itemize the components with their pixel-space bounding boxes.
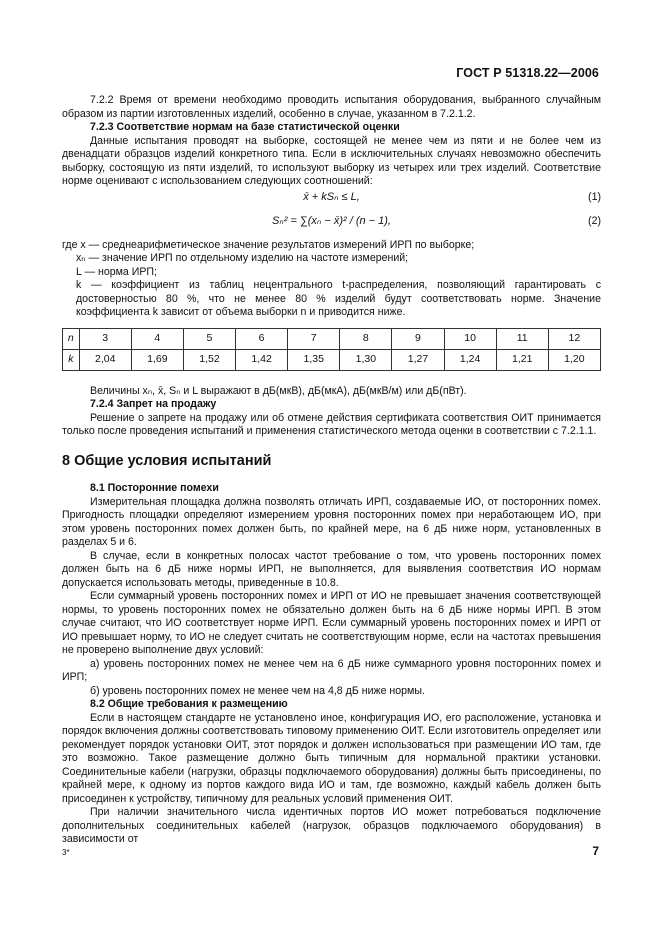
equation-2-number: (2) [588, 214, 601, 227]
table-cell: 12 [548, 328, 600, 349]
equation-2-formula: Sₙ² = ∑(xₙ − x̄)² / (n − 1), [271, 214, 391, 227]
table-cell: 2,04 [79, 349, 131, 370]
equation-1 [62, 191, 601, 213]
table-cell: 3 [79, 328, 131, 349]
sheet-mark: 3* [62, 848, 70, 857]
heading-8-1: 8.1 Посторонние помехи [90, 482, 219, 494]
definition-xn: xₙ — значение ИРП по отдельному изделию на частоте измерений; [76, 252, 409, 264]
section-heading-8: 8 Общие условия испытаний [62, 452, 272, 469]
equation-1-formula: x̄ + kSₙ ≤ L, [303, 190, 360, 203]
paragraph-7-2-2: 7.2.2 Время от времени необходимо проводить испытания оборудования, выбранного случайным образом из партии изготовленных изделий, особенно в случае, указанном в 7.2.1.2. [62, 94, 601, 120]
table-cell: 1,69 [131, 349, 183, 370]
table-cell: 1,27 [392, 349, 444, 370]
paragraph-8-1-d: а) уровень посторонних помех не менее чем на 6 дБ ниже суммарного уровня посторонних помех и ИРП; [62, 657, 601, 683]
table-cell: 1,21 [496, 349, 548, 370]
table-row-k [63, 349, 601, 370]
table-cell: 11 [496, 328, 548, 349]
equation-1-number: (1) [588, 190, 601, 203]
definition-x-mean: где x — среднеарифметическое значение результатов измерений ИРП по выборке; [62, 238, 475, 251]
page-body [62, 94, 601, 847]
definitions-list [62, 239, 601, 320]
table-cell-label: n [63, 328, 80, 349]
paragraph-8-1-c: Если суммарный уровень посторонних помех и ИРП от ИО не превышает значения соответствующей нормы, то уровень посторонних помех не обязательно должен быть на 6 дБ ниже нормы ИРП. В этом случае считают, что ИО соответствует норме ИРП. Если суммарный уровень посторонних помех и ИРП от ИО превышает норму, то ИО не следует считать не соответствующим норме, если на частотах превышения не проверено выполнение двух условий: [62, 590, 601, 656]
table-cell: 1,52 [183, 349, 235, 370]
table-cell-label: k [63, 349, 80, 370]
table-cell: 6 [236, 328, 288, 349]
paragraph-7-2-4: Решение о запрете на продажу или об отмене действия сертификата соответствия ОИТ принимается только после проведения испытаний и применения статистического метода оценки в соответствии с 7.2.1.1. [62, 411, 601, 437]
table-cell: 5 [183, 328, 235, 349]
table-cell: 1,42 [236, 349, 288, 370]
heading-8-2: 8.2 Общие требования к размещению [90, 698, 288, 710]
paragraph-8-2-b: При наличии значительного числа идентичных портов ИО может потребоваться подключение дополнительных соединительных кабелей (нагрузок, образцов подключаемого оборудования) в зависимости от [62, 806, 601, 845]
definition-k: k — коэффициент из таблиц нецентрального t-распределения, позволяющий гарантировать с достоверностью 80 %, что не менее 80 % изделий будут соответствовать норме. Значение коэффициента k зависит от объема выборки n и приводится ниже. [76, 279, 601, 318]
coefficient-table [62, 328, 601, 371]
table-cell: 1,30 [340, 349, 392, 370]
definition-l: L — норма ИРП; [76, 265, 157, 278]
paragraph-8-1-a: Измерительная площадка должна позволять отличать ИРП, создаваемые ИО, от посторонних помех. Пригодность площадки определяют измерением уровня посторонних помех при неработающем ИО, при этом уровень посторонних помех должен быть, по крайней мере, на 6 дБ ниже норм, установленных в разделах 5 и 6. [62, 495, 601, 548]
equation-2 [62, 215, 601, 237]
table-cell: 4 [131, 328, 183, 349]
table-cell: 1,24 [444, 349, 496, 370]
heading-7-2-3: 7.2.3 Соответствие нормам на базе статистической оценки [90, 121, 400, 133]
document-code: ГОСТ Р 51318.22—2006 [456, 66, 599, 80]
page-number: 7 [592, 844, 599, 858]
paragraph-units: Величины xₙ, x̄, Sₙ и L выражают в дБ(мкВ), дБ(мкА), дБ(мкВ/м) или дБ(пВт). [90, 384, 467, 397]
paragraph-7-2-3: Данные испытания проводят на выборке, состоящей не менее чем из пяти и не более чем из двенадцати образцов изделий конкретного типа. Если в исключительных случаях невозможно обеспечить выборку, состоящую из пяти изделий, то используют выборку из четырех или трех изделий. Соответствие норме оценивают с использованием следующих соотношений: [62, 134, 601, 187]
paragraph-8-2-a: Если в настоящем стандарте не установлено иное, конфигурация ИО, его расположение, установка и порядок включения должны соответствовать типовому применению ОИТ. Если изготовитель определяет или рекомендует порядок установки ОИТ, этот порядок и должен использоваться при размещении ИО там, где это возможно. Такое размещение должно быть типичным для нормальной практики установки. Соединительные кабели (нагрузки, образцы подключаемого оборудования) должны быть присоединены, по крайней мере, к одному из портов каждого вида ИО и там, где возможно, каждый кабель должен быть присоединен к устройству, типичному для реальных условий применения ОИТ. [62, 711, 601, 805]
table-cell: 7 [288, 328, 340, 349]
table-cell: 1,20 [548, 349, 600, 370]
table-cell: 10 [444, 328, 496, 349]
table-row-n [63, 328, 601, 349]
table-cell: 1,35 [288, 349, 340, 370]
paragraph-8-1-e: б) уровень посторонних помех не менее чем на 4,8 дБ ниже нормы. [90, 684, 425, 697]
table-cell: 9 [392, 328, 444, 349]
heading-7-2-4: 7.2.4 Запрет на продажу [90, 398, 217, 410]
table-cell: 8 [340, 328, 392, 349]
paragraph-8-1-b: В случае, если в конкретных полосах частот требование о том, что уровень посторонних помех должен быть на 6 дБ ниже нормы ИРП, не выполняется, для выявления соответствия ИО нормам допускается использовать методы, приведенные в 10.8. [62, 549, 601, 589]
